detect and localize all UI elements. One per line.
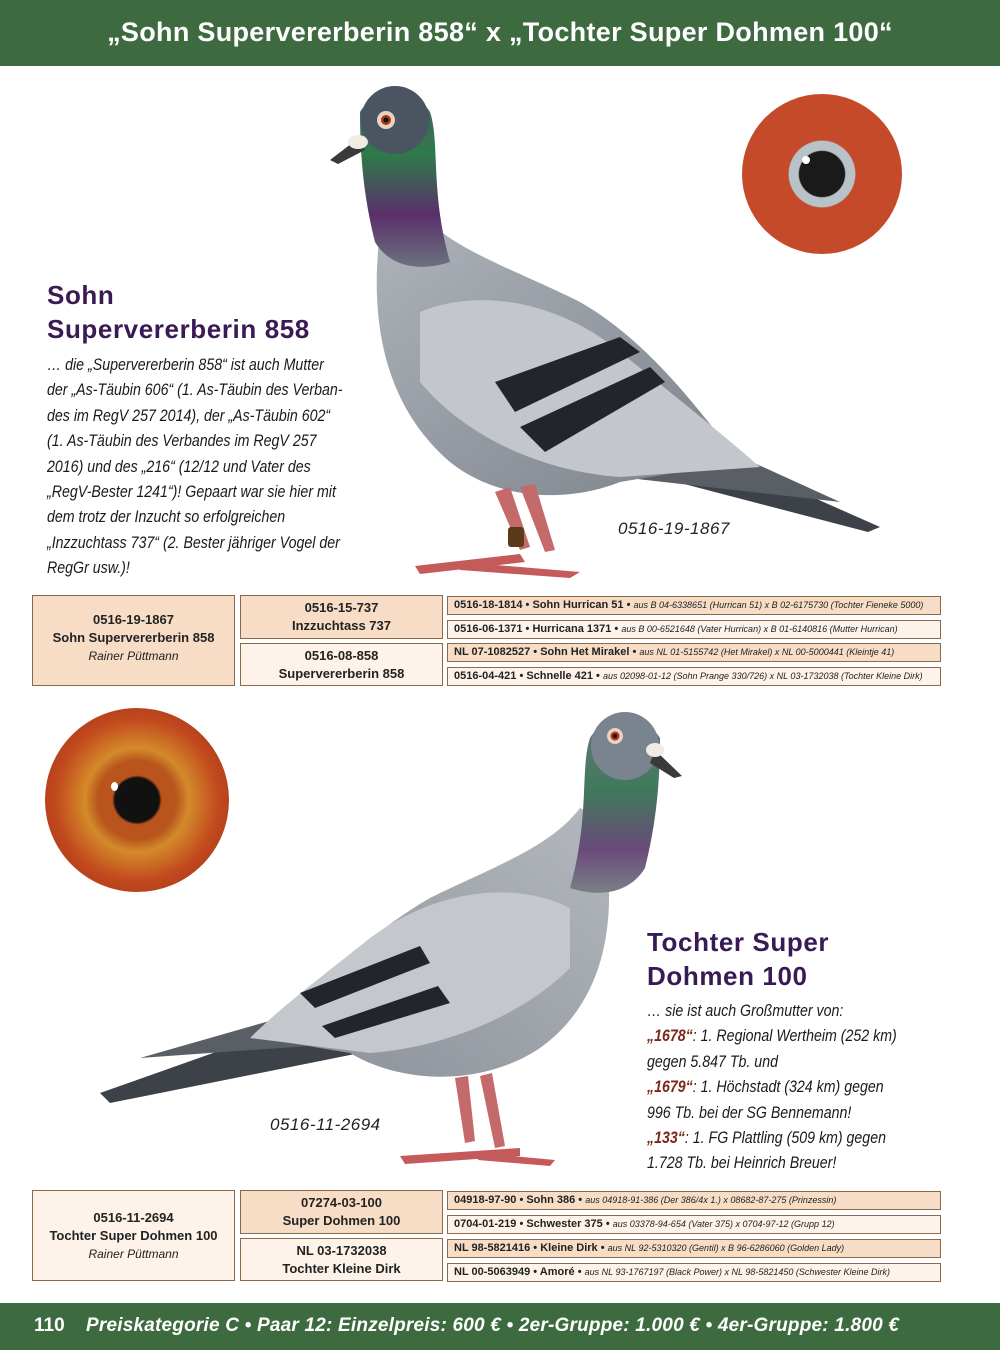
cock-pedigree-dam (240, 643, 443, 686)
grandparent-main: 0516-06-1371 • Hurricana 1371 • (454, 623, 619, 635)
dam-name: Tochter Kleine Dirk (282, 1261, 401, 1276)
description-line: (1. As-Täubin des Verbandes im RegV 257 (47, 432, 317, 451)
result-text: : 1. FG Plattling (509 km) gegen (684, 1129, 886, 1148)
grandparent-detail: aus B 00-6521648 (Vater Hurrican) x B 01-6140816 (Mutter Hurrican) (621, 624, 898, 634)
result-mark: „1679“ (647, 1078, 693, 1097)
grandparent-main: 04918-97-90 • Sohn 386 • (454, 1194, 583, 1206)
description-line: „Inzzuchtass 737“ (2. Bester jähriger Vogel der (47, 533, 340, 552)
description-line: „RegV-Bester 1241“)! Gepaart war sie hier mit (47, 483, 336, 502)
hen-pedigree-dam (240, 1238, 443, 1281)
hen-heading-line2: Dohmen 100 (647, 961, 808, 991)
description-line: des im RegV 257 2014), der „As-Täubin 602“ (47, 406, 331, 425)
header-bar (0, 0, 1000, 66)
hen-grandparent-row (447, 1263, 941, 1282)
hen-pigeon-photo (100, 708, 700, 1193)
page-title: „Sohn Supervererberin 858“ x „Tochter Super Dohmen 100“ (107, 17, 893, 47)
hen-grandparent-row (447, 1191, 941, 1210)
grandparent-main: NL 98-5821416 • Kleine Dirk • (454, 1242, 605, 1254)
page-number: 110 (34, 1315, 65, 1336)
grandparent-detail: aus NL 01-5155742 (Het Mirakel) x NL 00-5000441 (Kleintje 41) (639, 647, 895, 657)
hen-heading (647, 925, 829, 993)
grandparent-detail: aus NL 93-1767197 (Black Power) x NL 98-5821450 (Schwester Kleine Dirk) (584, 1267, 890, 1277)
hen-grandparent-row (447, 1239, 941, 1258)
subject-breeder: Rainer Püttmann (88, 1247, 179, 1261)
grandparent-detail: aus NL 92-5310320 (Gentil) x B 96-6286060 (Golden Lady) (607, 1243, 845, 1253)
grandparent-detail: aus 04918-91-386 (Der 386/4x 1.) x 08682-87-275 (Prinzessin) (585, 1195, 837, 1205)
cock-heading-line1: Sohn (47, 280, 115, 310)
grandparent-detail: aus 02098-01-12 (Sohn Prange 330/726) x NL 03-1732038 (Tochter Kleine Dirk) (602, 671, 923, 681)
cock-heading-line2: Supervererberin 858 (47, 314, 310, 344)
result-line (647, 1024, 897, 1049)
cock-pedigree-sire (240, 595, 443, 639)
grandparent-main: NL 00-5063949 • Amoré • (454, 1266, 582, 1278)
result-line (647, 1126, 897, 1151)
result-line (647, 1075, 897, 1100)
grandparent-main: NL 07-1082527 • Sohn Het Mirakel • (454, 646, 637, 658)
description-line: RegGr usw.)! (47, 559, 130, 578)
description-line: der „As-Täubin 606“ (1. As-Täubin des Verban- (47, 381, 343, 400)
hen-pedigree-sire (240, 1190, 443, 1234)
cock-grandparent-row (447, 667, 941, 686)
cock-ring-label: 0516-19-1867 (618, 519, 730, 538)
grandparent-main: 0704-01-219 • Schwester 375 • (454, 1218, 610, 1230)
sire-name: Inzzuchtass 737 (292, 618, 391, 633)
description-line: dem trotz der Inzucht so erfolgreichen (47, 508, 286, 527)
cock-grandparent-row (447, 643, 941, 662)
dam-ring: 0516-08-858 (304, 648, 379, 663)
hen-pedigree-subject (32, 1190, 235, 1281)
cock-eye-photo (742, 94, 902, 254)
cock-heading (47, 278, 310, 346)
cock-grandparent-row (447, 596, 941, 615)
result-line: 996 Tb. bei der SG Bennemann! (647, 1103, 852, 1122)
grandparent-detail: aus 03378-94-654 (Vater 375) x 0704-97-12 (Grupp 12) (612, 1219, 835, 1229)
hen-description (647, 999, 897, 1177)
result-line: gegen 5.847 Tb. und (647, 1052, 778, 1071)
description-line: … sie ist auch Großmutter von: (647, 1002, 844, 1020)
dam-ring: NL 03-1732038 (296, 1243, 387, 1258)
result-text: : 1. Höchstadt (324 km) gegen (692, 1078, 884, 1097)
price-line: Preiskategorie C • Paar 12: Einzelpreis: 600 € • 2er-Gruppe: 1.000 € • 4er-Gruppe: 1.800 € (86, 1315, 900, 1336)
subject-breeder: Rainer Püttmann (88, 649, 179, 663)
subject-name: Tochter Super Dohmen 100 (49, 1228, 218, 1243)
cock-grandparent-row (447, 620, 941, 639)
result-mark: „133“ (647, 1129, 685, 1148)
subject-name: Sohn Supervererberin 858 (52, 630, 215, 645)
result-text: : 1. Regional Wertheim (252 km) (692, 1027, 897, 1046)
sire-ring: 07274-03-100 (301, 1195, 382, 1210)
subject-ring: 0516-11-2694 (93, 1210, 174, 1225)
hen-ring-label: 0516-11-2694 (270, 1115, 381, 1134)
footer-bar (0, 1303, 1000, 1350)
sire-ring: 0516-15-737 (304, 600, 379, 615)
cock-description (47, 353, 343, 582)
cock-pedigree-subject (32, 595, 235, 686)
eye-highlight-icon (802, 156, 810, 164)
dam-name: Supervererberin 858 (278, 666, 405, 681)
subject-ring: 0516-19-1867 (93, 612, 174, 627)
description-line: 2016) und des „216“ (12/12 und Vater des (47, 457, 311, 476)
hen-grandparent-row (447, 1215, 941, 1234)
sire-name: Super Dohmen 100 (282, 1213, 401, 1228)
grandparent-main: 0516-04-421 • Schnelle 421 • (454, 670, 600, 682)
grandparent-detail: aus B 04-6338651 (Hurrican 51) x B 02-6175730 (Tochter Fieneke 5000) (633, 600, 924, 610)
grandparent-main: 0516-18-1814 • Sohn Hurrican 51 • (454, 599, 631, 611)
hen-heading-line1: Tochter Super (647, 927, 830, 957)
description-line: … die „Supervererberin 858“ ist auch Mutter (47, 356, 324, 374)
result-mark: „1678“ (647, 1027, 693, 1046)
result-line: 1.728 Tb. bei Heinrich Breuer! (647, 1154, 837, 1173)
